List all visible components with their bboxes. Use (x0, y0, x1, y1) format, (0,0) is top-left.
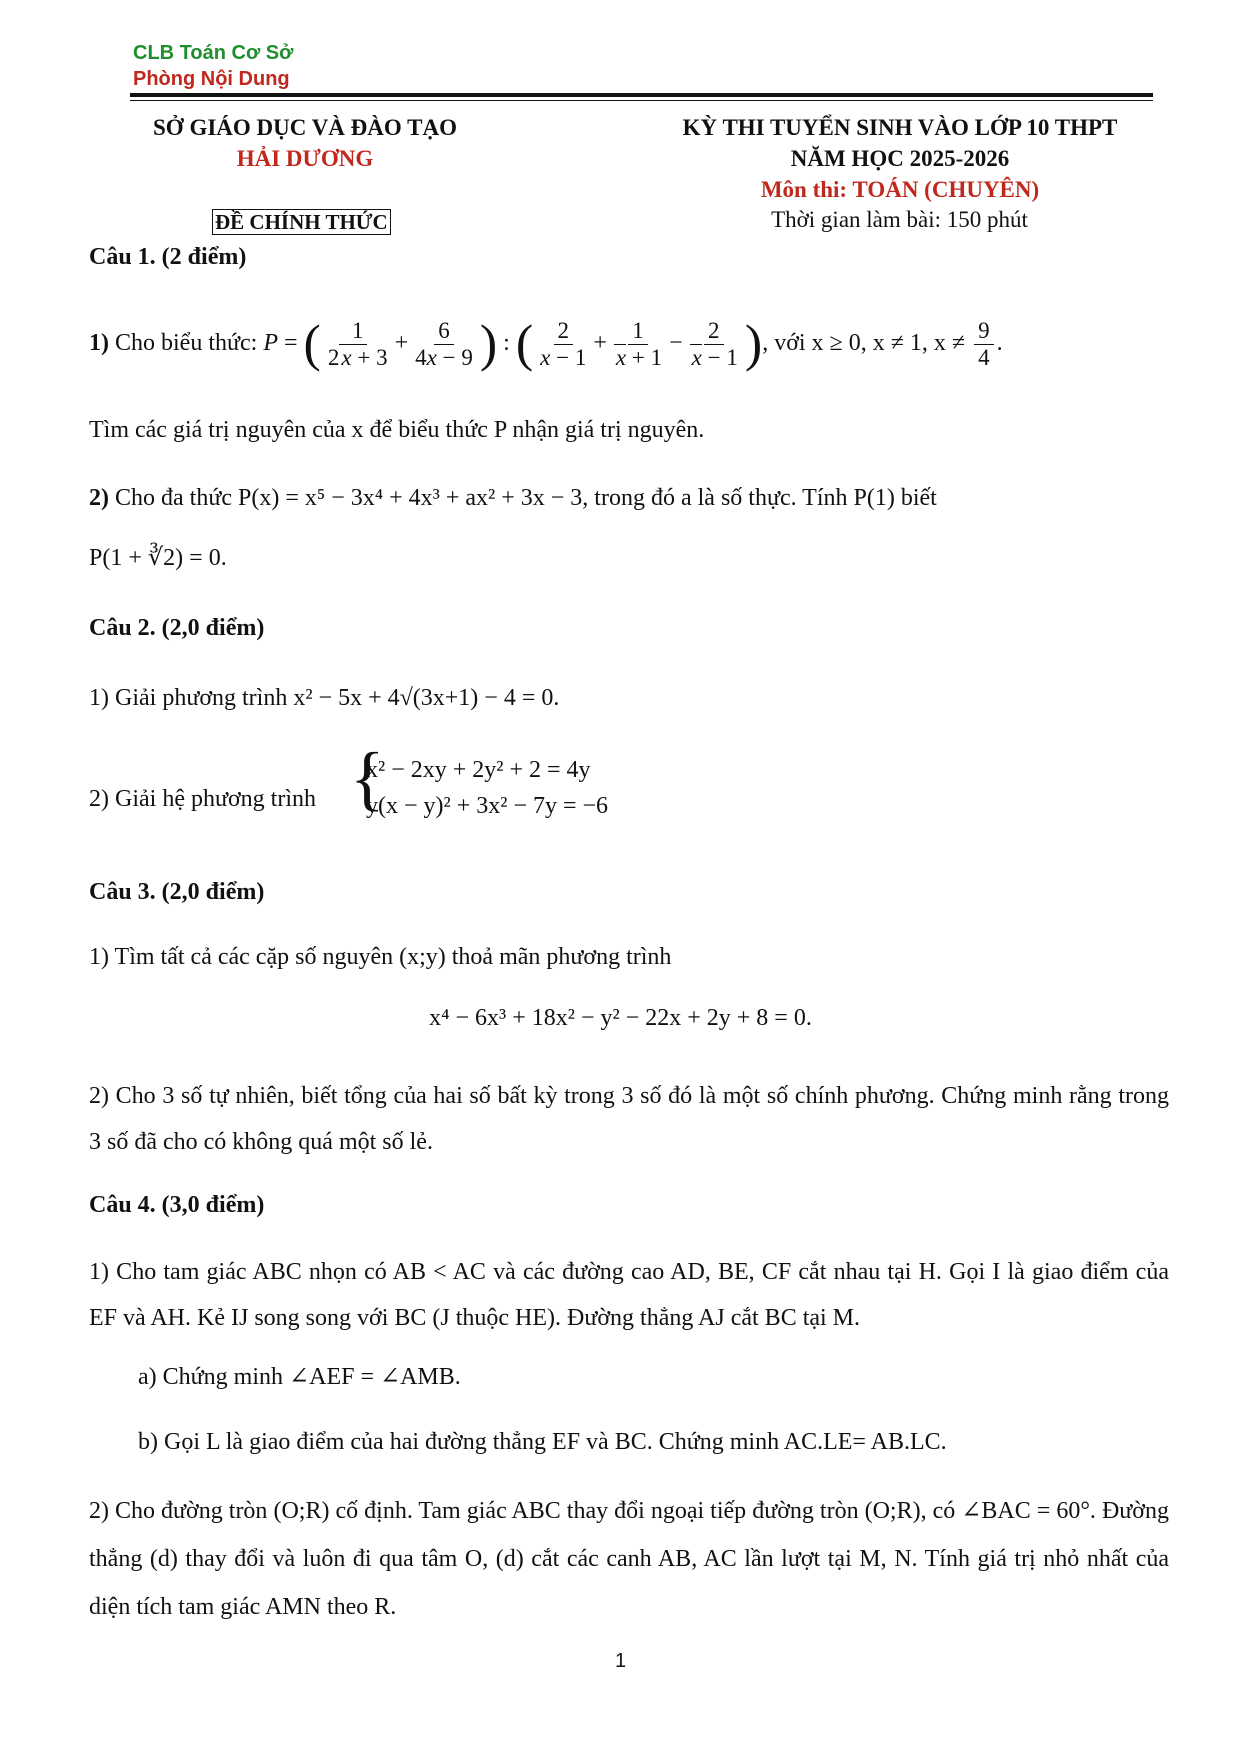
q1-part2 (89, 481, 937, 515)
system-brace: { (350, 738, 385, 818)
club-name: CLB Toán Cơ Sở (133, 42, 294, 64)
q4-part1-b: b) Gọi L là giao điểm của hai đường thẳng EF và BC. Chứng minh AC.LE= AB.LC. (138, 1429, 947, 1455)
q3-equation: x⁴ − 6x³ + 18x² − y² − 22x + 2y + 8 = 0. (429, 1005, 812, 1031)
q1-part2-text: Cho đa thức P(x) = x⁵ − 3x⁴ + 4x³ + ax² + 3x − 3, trong đó a là số thực. Tính P(1) biết (115, 485, 937, 511)
q4-title: Câu 4. (3,0 điểm) (89, 1192, 265, 1218)
header-rule-thick (130, 93, 1153, 97)
q2-title: Câu 2. (2,0 điểm) (89, 615, 265, 641)
header-rule-thin (130, 100, 1153, 101)
school-year: NĂM HỌC 2025-2026 (790, 146, 1010, 171)
q1-part2-label: 2) (89, 485, 109, 511)
q2-part2-label: 2) Giải hệ phương trình (89, 786, 316, 812)
q4-part1-a: a) Chứng minh ∠AEF = ∠AMB. (138, 1364, 461, 1390)
q2-part1: 1) Giải phương trình x² − 5x + 4√(3x+1) − 4 = 0. (89, 685, 560, 711)
q1-part1-task: Tìm các giá trị nguyên của x để biểu thức P nhận giá trị nguyên. (89, 417, 705, 443)
q3-part1: 1) Tìm tất cả các cặp số nguyên (x;y) thoả mãn phương trình (89, 944, 672, 970)
q4-part1: 1) Cho tam giác ABC nhọn có AB < AC và các đường cao AD, BE, CF cắt nhau tại H. Gọi I là giao điểm của EF và AH. Kẻ IJ song song với BC (J thuộc HE). Đường thẳng AJ cắt BC tại M. (89, 1259, 1169, 1331)
club-header (133, 40, 293, 92)
q1-part2-condition: P(1 + ∛2) = 0. (89, 545, 227, 571)
club-department: Phòng Nội Dung (133, 68, 290, 90)
page-number: 1 (614, 1650, 627, 1672)
dept-name: SỞ GIÁO DỤC VÀ ĐÀO TẠO (153, 115, 457, 140)
exam-title: KỲ THI TUYỂN SINH VÀO LỚP 10 THPT (682, 115, 1118, 140)
system-eq2: y(x − y)² + 3x² − 7y = −6 (366, 793, 609, 819)
q3-title: Câu 3. (2,0 điểm) (89, 879, 265, 905)
subject: Môn thi: TOÁN (CHUYÊN) (760, 177, 1040, 202)
q1-part1-text: Cho biểu thức: (115, 330, 258, 357)
q3-part2: 2) Cho 3 số tự nhiên, biết tổng của hai số bất kỳ trong 3 số đó là một số chính phương. Chứng minh rằng trong 3 số đã cho có không quá một số lẻ. (89, 1083, 1169, 1155)
system-eq1: x² − 2xy + 2y² + 2 = 4y (366, 757, 591, 783)
province-name: HẢI DƯƠNG (236, 146, 374, 171)
q1-part1: 1) Cho biểu thức: P = ( $\frac{1}{2x + 3}$ + $\frac{6}{4x - 9}$ ) : ( $\frac{2}{x - 1}$ + $\frac{1}{x + 1}$ − $\frac{2}{x - 1}$ ), với x ≥ 0, x ≠ 1, x ≠ $\frac{9}{4}$ . (89, 315, 1003, 373)
q1-part1-label: 1) (89, 330, 109, 357)
q1-title: Câu 1. (2 điểm) (89, 244, 247, 270)
equation-system (366, 752, 608, 824)
q4-part2: 2) Cho đường tròn (O;R) cố định. Tam giác ABC thay đổi ngoại tiếp đường tròn (O;R), có ∠BAC = 60°. Đường thẳng (d) thay đổi và luôn đi qua tâm O, (d) cắt các canh AB, AC lần lượt tại M, N. Tính giá trị nhỏ nhất của diện tích tam giác AMN theo R. (89, 1498, 1169, 1620)
time-limit: Thời gian làm bài: 150 phút (771, 207, 1028, 232)
q1-part1-condition: với x ≥ 0, x ≠ 1, x ≠ (774, 330, 966, 357)
official-exam-badge: ĐỀ CHÍNH THỨC (212, 209, 391, 235)
